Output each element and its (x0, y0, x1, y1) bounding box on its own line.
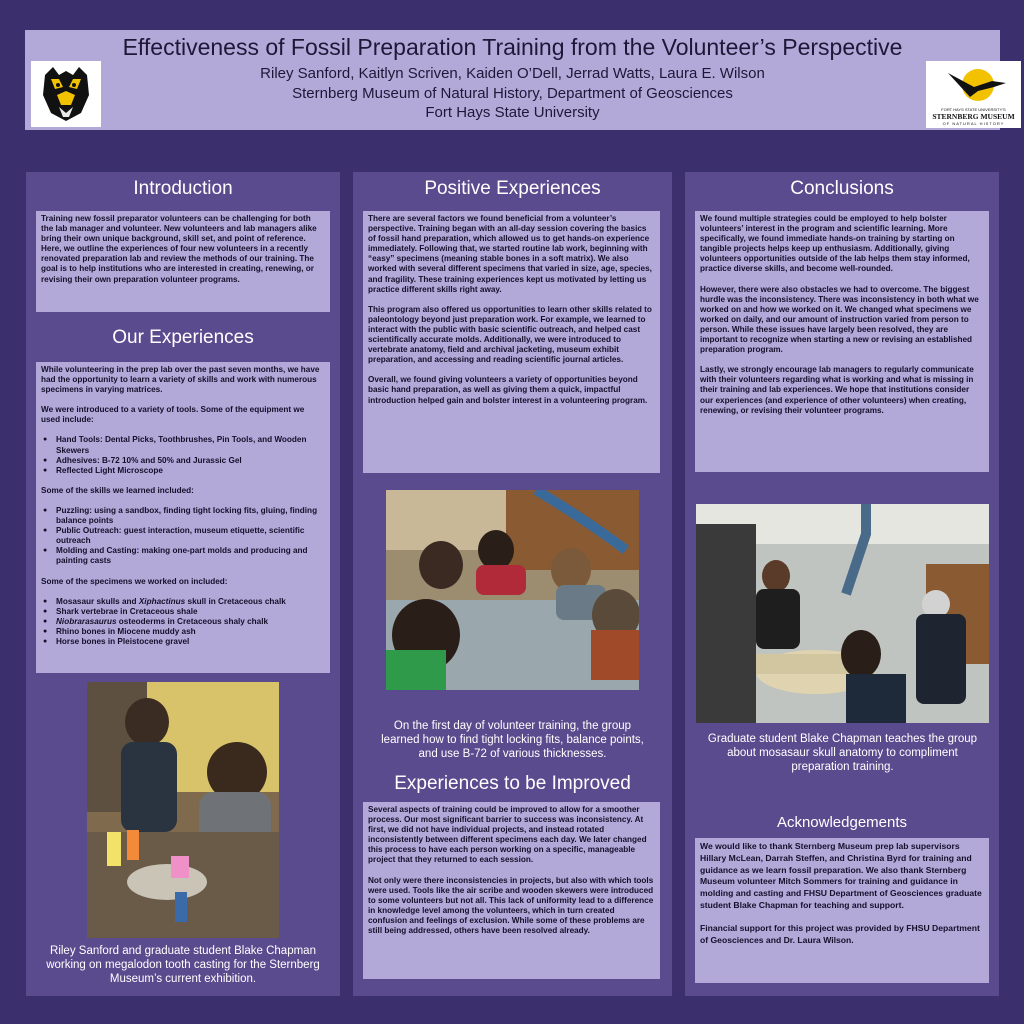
poster-title: Effectiveness of Fossil Preparation Training from the Volunteer’s Perspective (122, 34, 903, 60)
list-item (41, 597, 325, 607)
conclusions-box (695, 211, 989, 472)
positive-p3: Overall, we found giving volunteers a variety of opportunities beyond basic hand preparation, as well as giving them a quick, impactful introduction helped gain and bolster interest in a volunteering program. (368, 375, 648, 405)
photo-first-day-training (386, 490, 639, 690)
list-item: ● Puzzling: using a sandbox, finding tight locking fits, gluing, finding balance points (41, 506, 325, 526)
acknowledgements-box (695, 838, 989, 983)
list-item: ● Horse bones in Pleistocene gravel (41, 637, 325, 647)
tiger-head-icon (31, 61, 101, 127)
acknowledgements-p1: We would like to thank Sternberg Museum prep lab supervisors Hillary McLean, Darrah Steffen, and Christina Byrd for training and guidance as we learn fossil preparation. We also thank Sternberg Museum volunteer Mitch Sommers for training and guidance in molding and casting and FHSU Department of Geosciences graduate student Blake Chapman for teaching and support. (700, 841, 982, 910)
affiliation: Sternberg Museum of Natural History, Department of Geosciences (292, 85, 733, 102)
tools-list (41, 435, 325, 475)
list-item: ● Rhino bones in Miocene muddy ash (41, 627, 325, 637)
caption-middle: On the first day of volunteer training, the group learned how to find tight locking fits, balance points, and use B-72 of various thicknesses. (381, 720, 644, 760)
middle-column (353, 172, 672, 996)
improved-p1: Several aspects of training could be improved to allow for a smoother process. Our most significant barrier to success was inconsistency. At first, we did not have individual projects, and instead rotated inconsistently between different specimens each day. We later changed this process to have each person working on a specific, manageable project that they returned to each session. (368, 805, 647, 865)
specimen-text: Mosasaur skulls and (56, 596, 139, 606)
specimens-list (41, 597, 325, 647)
logo-line-1: FORT HAYS STATE UNIVERSITY'S (941, 107, 1006, 112)
introduction-box (36, 211, 330, 312)
list-item: ● Hand Tools: Dental Picks, Toothbrushes, Pin Tools, and Wooden Skewers (41, 435, 325, 455)
photo-mosasaur-anatomy (696, 504, 989, 723)
author-list: Riley Sanford, Kaitlyn Scriven, Kaiden O’Dell, Jerrad Watts, Laura E. Wilson (260, 65, 765, 82)
list-item: ● Adhesives: B-72 10% and 50% and Jurassic Gel (41, 456, 325, 466)
right-column (685, 172, 999, 996)
experiences-improved-title: Experiences to be Improved (394, 773, 631, 794)
positive-p1: There are several factors we found beneficial from a volunteer’s perspective. Training began with an all-day session covering the basics of fossil hand preparation, which allowed us to get hands-on experience immediately. Following that, we started routine lab work, beginning with “easy” specimens (meaning stable bones in a soft matrix). We also worked with several different specimens that varied in size, age, species, and fragility. These training experiences kept us motivated by letting us practice different skills right away. (368, 214, 652, 294)
conclusions-p3: Lastly, we strongly encourage lab managers to regularly communicate with their volunteers regarding what is working and what is missing in their training and lab experiences. We hope that institutions consider our experiences (and experience of other volunteers) when creating, renewing, or revising their volunteer programs. (700, 365, 974, 415)
introduction-title: Introduction (133, 178, 233, 199)
list-item: ● Molding and Casting: making one-part molds and producing and painting casts (41, 546, 325, 566)
our-experiences-p1: While volunteering in the prep lab over the past seven months, we have had the opportunity to learn a variety of skills and work with numerous specimens in varying matrices. (41, 365, 320, 395)
positive-experiences-title: Positive Experiences (424, 178, 601, 199)
introduction-text: Training new fossil preparator volunteers can be challenging for both the lab manager and volunteer. New volunteers and lab managers alike bring their own unique background, skill set, and point of reference. Here, we outline the experiences of four new volunteers in a recently renovated preparation lab and review the methods of our training. The goal is to help institutions who are interested in creating, renewing, or revising their own preparation volunteer programs. (41, 214, 317, 284)
conclusions-p2: However, there were also obstacles we had to overcome. The biggest hurdle was the inconsistency. There was inconsistency in both what we worked on and how we worked on it. We changed what specimens we worked on daily, and our amount of instruction varied from person to person. While these issues have largely been resolved, they are important to recognize when starting a new or revising an established preparation program. (700, 284, 979, 355)
positive-experiences-box (363, 211, 660, 473)
specimen-text: osteoderms in Cretaceous shaly chalk (116, 616, 269, 626)
our-experiences-box (36, 362, 330, 673)
logo-line-2: STERNBERG MUSEUM (932, 112, 1015, 121)
improved-p2: Not only were there inconsistencies in projects, but also with which tools were used. Tools like the air scribe and wooden skewers were introduced to some volunteers but not all. This lack of uniformity lead to a difference in knowledge level among the volunteers, which in turn created confusion and feelings of exclusion. While some of these problems are still being addressed, others have been resolved already. (368, 875, 654, 936)
specimen-text: skull in Cretaceous chalk (185, 596, 286, 606)
conclusions-title: Conclusions (790, 178, 894, 199)
university: Fort Hays State University (425, 104, 600, 121)
left-column (26, 172, 340, 996)
sternberg-museum-logo (926, 61, 1021, 128)
caption-left: Riley Sanford and graduate student Blake Chapman working on megalodon tooth casting for the Sternberg Museum’s current exhibition. (46, 945, 320, 985)
skills-list (41, 506, 325, 567)
conclusions-p1: We found multiple strategies could be employed to help bolster volunteers’ interest in the program and scientific learning. More specifically, we found immediate hands-on training by starting on tangible projects helps keep up enthusiasm. Additionally, giving volunteers opportunities outside of the lab helps them stay informed, practice diverse skills, and become well-rounded. (700, 214, 970, 274)
list-item: ● Public Outreach: guest interaction, museum etiquette, scientific outreach (41, 526, 325, 546)
specimen-genus: Xiphactinus (138, 596, 186, 606)
experiences-improved-box (363, 802, 660, 979)
photo-megalodon-casting (87, 682, 279, 938)
fhsu-tiger-logo (31, 61, 101, 127)
list-item (41, 617, 325, 627)
our-experiences-p2: We were introduced to a variety of tools. Some of the equipment we used include: (41, 405, 305, 425)
specimen-genus: Niobrarasaurus (56, 616, 117, 626)
our-experiences-p3: Some of the skills we learned included: (41, 485, 194, 495)
positive-p2: This program also offered us opportunities to learn other skills related to paleontology beyond just preparation work. For example, we learned to interact with the public with basic scientific outreach, and helped cast scientifically accurate molds. Additionally, we were introduced to vertebrate anatomy, field and archival jacketing, museum exhibit preparation, and accessing and reading scientific journal articles. (368, 304, 652, 365)
logo-line-3: OF NATURAL HISTORY (942, 121, 1005, 126)
acknowledgements-title: Acknowledgements (776, 814, 908, 831)
poster-header (25, 30, 1015, 130)
acknowledgements-p2: Financial support for this project was provided by FHSU Department of Geosciences and Dr. Laura Wilson. (700, 922, 980, 945)
list-item: ● Reflected Light Microscope (41, 466, 325, 476)
caption-right: Graduate student Blake Chapman teaches the group about mosasaur skull anatomy to compliment preparation training. (707, 733, 978, 773)
our-experiences-p4: Some of the specimens we worked on included: (41, 576, 228, 586)
list-item: ● Shark vertebrae in Cretaceous shale (41, 607, 325, 617)
our-experiences-title: Our Experiences (112, 327, 254, 348)
